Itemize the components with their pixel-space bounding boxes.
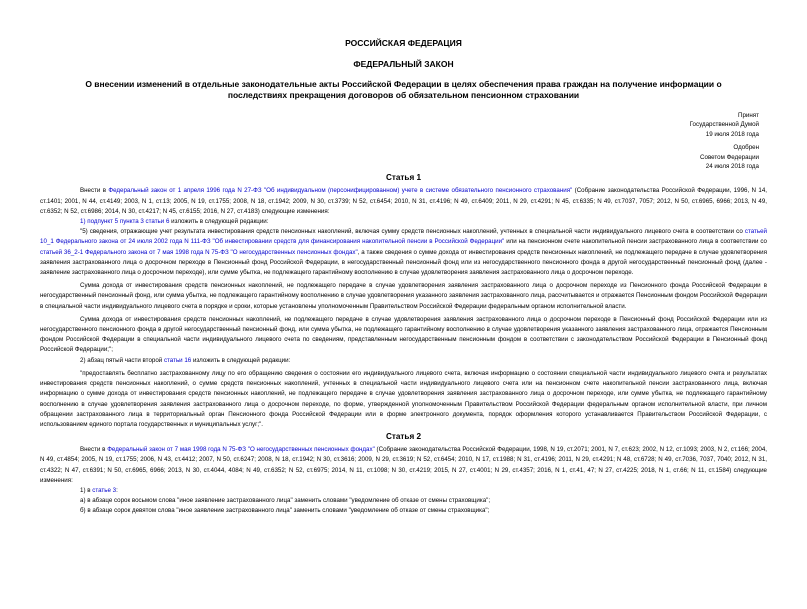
item-text: изложить в следующей редакции: (169, 218, 269, 226)
article-3-link[interactable]: статье 3 (92, 486, 117, 494)
paragraph-text: "5) сведения, отражающие учет результата инвестирования средств пенсионных накоплений, включая сумму средств пенсионных накоплений, учтенных в специальной части индивидуального лицевого счета в соответствии со (80, 228, 745, 236)
item-text: изложить в следующей редакции: (191, 356, 291, 364)
law-title: О внесении изменений в отдельные законодательные акты Российской Федерации в целях обеспечения права граждан на получение информации о последствиях прекращения договоров об обязательном пенсионном страховании (85, 79, 722, 100)
paragraph-text: или на пенсионном счете накопительной пенсии застрахованного лица в соответствии со (504, 238, 767, 246)
intro-text: Внести в (80, 187, 109, 195)
duma-label: Государственной Думой (689, 121, 759, 129)
law-27fz-link[interactable]: Федеральный закон от 1 апреля 1996 года N 27-ФЗ "Об индивидуальном (персонифицированном) учете в системе обязательного пенсионного страхования" (108, 187, 573, 195)
article-10-1-link[interactable]: статьей 10_1 Федерального закона от 24 июля 2002 года N 111-ФЗ "Об инвестировании средств для финансирования накопительной пенсии в Российской Федерации" (40, 228, 767, 246)
article-1-intro (40, 186, 767, 217)
paragraph-text: , а также сведения о сумме дохода от инвестирования средств пенсионных накоплений, не подлежащего передаче в случае удовлетворения заявления застрахованного лица о досрочном переходе в Пенсионный фонд Российской Федерации, в негосударственный пенсионный фонд или из негосударственного пенсионного фонда в другой негосударственный пенсионный фонд (далее - заявление застрахованного лица о досрочном переходе), или сумме убытка, не подлежащего гарантийному восполнению в случае удовлетворения заявления застрахованного лица о досрочном переходе. (40, 248, 767, 277)
article-16-paragraph: "предоставлять бесплатно застрахованному лицу по его обращению сведения о состоянии его индивидуального лицевого счета, включая информацию о состоянии специальной части индивидуального лицевого счета и результатах инвестирования средств пенсионных накоплений, о сумме средств пенсионных накоплений, учтенных в специальной части индивидуального лицевого счета или на пенсионном счете накопительной пенсии застрахованного лица, включая информацию о сумме дохода от инвестирования средств пенсионных накоплений, не подлежащего передаче в случае удовлетворения заявления застрахованного лица о досрочном переходе, или сумме убытка, не подлежащего гарантийному восполнению в случае удовлетворения заявления застрахованного лица о досрочном переходе, по форме, утвержденной уполномоченным Правительством Российской Федерации федеральным органом исполнительной власти, при личном обращении застрахованного лица в территориальный орган Пенсионного фонда Российской Федерации или в форме электронного документа, порядок оформления которого устанавливается Правительством Российской Федерации, с использованием единого портала государственных и муниципальных услуг;". (40, 369, 767, 428)
country-heading: РОССИЙСКАЯ ФЕДЕРАЦИЯ (345, 38, 462, 48)
intro-text: (Собрание законодательства Российской Федерации, 1996, N 14, ст.1401; 2001, N 44, ст.4149; 2003, N 1, ст.13; 2005, N 19, ст.1755; 2008, N 18, ст.1942; 2009, N 30, ст.3739; N 52, ст.6454; 2010, N 31, ст.4196; N 49, ст.6409; 2011, N 29, ст.4291; N 45, ст.6335; N 49, ст.7037, 7057; 2012, N 50, ст.6965, 6966; 2013, N 49, ст.6352; N 52, ст.6986; 2014, N 30, ст.4217; N 45, ст.6155; 2016, N 27, ст.4183) следующие изменения: (40, 187, 767, 215)
article-2-intro (40, 445, 767, 486)
council-label: Советом Федерации (700, 153, 759, 161)
duma-date: 19 июля 2018 года (705, 130, 759, 138)
article-36-2-1-link[interactable]: статьей 36_2-1 Федерального закона от 7 мая 1998 года N 75-ФЗ "О негосударственных пенсионных фондах" (40, 248, 358, 256)
article-1-item-2 (40, 356, 767, 366)
adopted-label: Принят (738, 112, 759, 119)
intro-text: Внести в (80, 446, 108, 454)
intro-text: (Собрание законодательства Российской Федерации, 1998, N 19, ст.2071; 2001, N 7, ст.623; 2002, N 12, ст.1093; 2003, N 2, ст.166; 2004, N 49, ст.4854; 2005, N 19, ст.1755; 2006, N 43, ст.4412; 2007, N 50, ст.6247; 2008, N 18, ст.1942; N 30, ст.3616; 2009, N 29, ст.3619; N 52, ст.6454; 2010, N 17, ст.1988; N 31, ст.4196; 2011, N 29, ст.4291; N 48, ст.6728; N 49, ст.7036, 7037, 7040; 2012, N 31, ст.4322; N 47, ст.6391; N 50, ст.6965, 6966; 2013, N 30, ст.4044, 4084; N 49, ст.6352; N 52, ст.6975; 2014, N 11, ст.1098; N 30, ст.4219; 2015, N 27, ст.4001; N 29, ст.4357; 2016, N 1, ст.41, 47; N 27, ст.4225; 2018, N 1, ст.66; N 11, ст.1584) следующие изменения: (40, 446, 767, 484)
item-text: 2) абзац пятый части второй (80, 356, 164, 364)
law-type-heading: ФЕДЕРАЛЬНЫЙ ЗАКОН (353, 59, 454, 69)
article-2-item-1a: а) в абзаце сорок восьмом слова "иное заявление застрахованного лица" заменить словами "уведомление об отказе от смены страховщика"; (80, 497, 491, 505)
income-paragraph-2: Сумма дохода от инвестирования средств пенсионных накоплений, не подлежащего передаче в случае удовлетворения заявления застрахованного лица о досрочном переходе в Пенсионный фонд Российской Федерации или из негосударственного пенсионного фонда в другой негосударственный пенсионный фонд, или сумма убытка, не подлежащего гарантийному восполнению в случае удовлетворения указанного заявления застрахованного лица, отражается Пенсионным фондом Российской Федерации в специальной части индивидуального лицевого счета по сведениям, представленным негосударственным пенсионным фондом в соответствии с законодательством Российской Федерации в Пенсионный фонд Российской Федерации;"; (40, 315, 767, 354)
article-2-heading: Статья 2 (385, 432, 422, 442)
article-1-item-1 (40, 217, 767, 227)
council-date: 24 июля 2018 года (705, 163, 759, 171)
article-2-item-1b: б) в абзаце сорок девятом слова "иное заявление застрахованного лица" заменить словами "уведомление об отказе от смены страховщика"; (80, 507, 490, 515)
approved-label: Одобрен (733, 144, 759, 152)
document-page (0, 38, 807, 609)
law-75fz-link[interactable]: Федеральный закон от 7 мая 1998 года N 75-ФЗ "О негосударственных пенсионных фондах" (107, 446, 375, 454)
article-2-item-1 (40, 486, 767, 496)
adoption-block (40, 111, 767, 171)
article-6-link[interactable]: 1) подпункт 5 пункта 3 статьи 6 (80, 218, 170, 226)
item-text: 1) в (80, 486, 93, 494)
article-1-heading: Статья 1 (385, 173, 422, 183)
subparagraph-5 (40, 227, 767, 278)
income-paragraph-1: Сумма дохода от инвестирования средств пенсионных накоплений, не подлежащего передаче в случае удовлетворения заявления застрахованного лица о досрочном переходе из Пенсионного фонда Российской Федерации в негосударственный пенсионный фонд, или сумма убытка, не подлежащего гарантийному восполнению в случае удовлетворения указанного заявления застрахованного лица, рассчитывается и отражается Пенсионным фондом Российской Федерации в специальной части индивидуального лицевого счета в порядке и сроки, которые установлены уполномоченным Правительством Российской Федерации федеральным органом исполнительной власти. (40, 282, 767, 310)
item-text: : (116, 486, 118, 494)
article-16-link[interactable]: статьи 16 (163, 356, 192, 364)
